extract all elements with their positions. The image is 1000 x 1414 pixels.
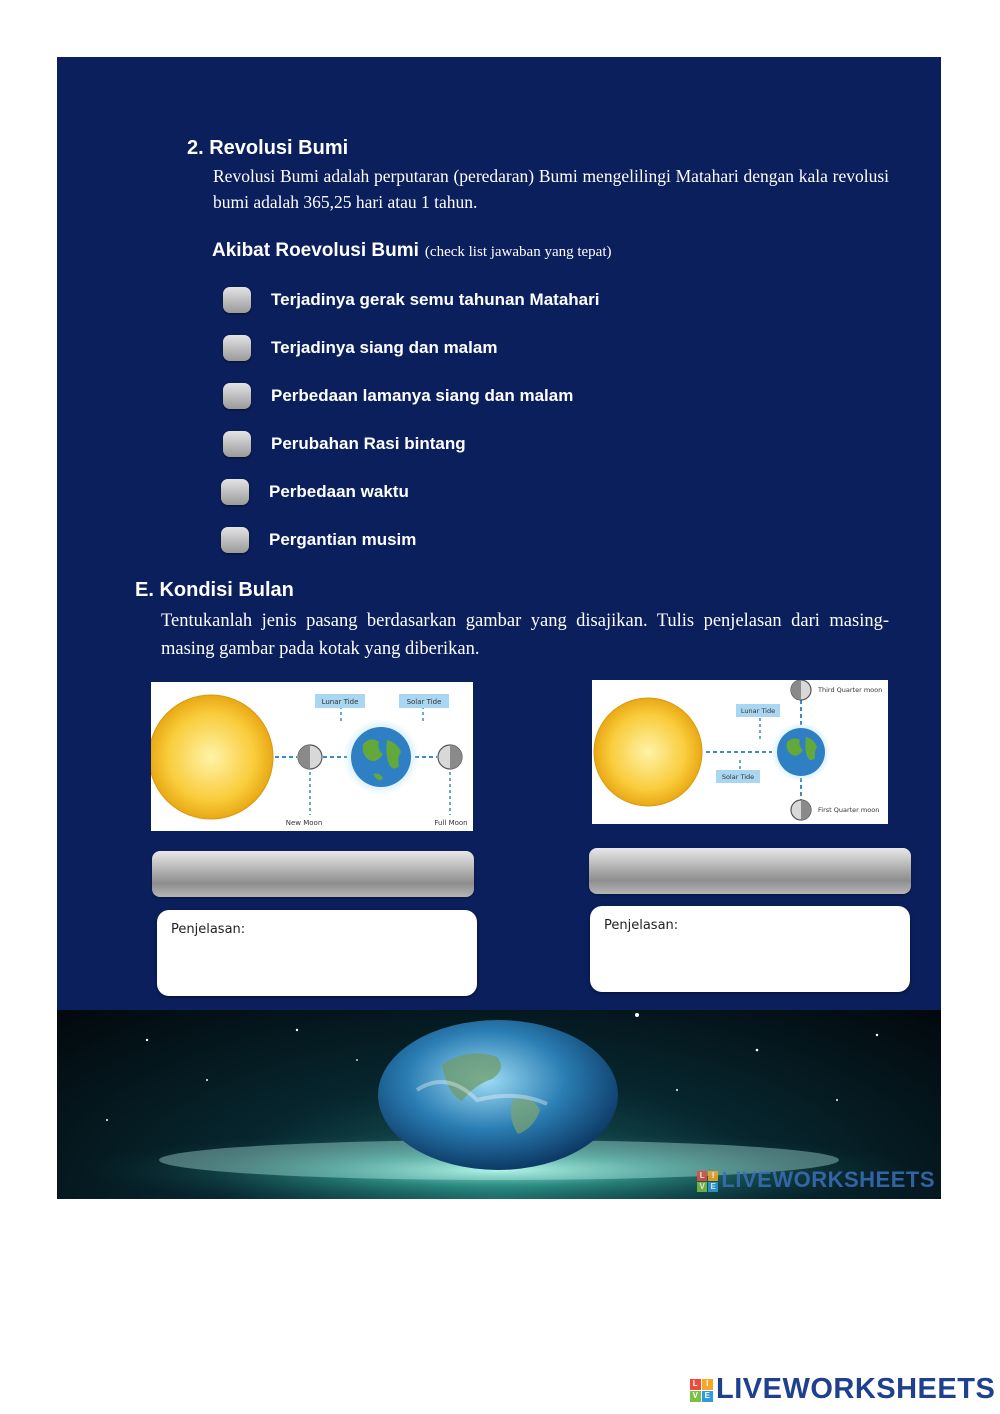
liveworksheets-logo-icon: L I V E bbox=[690, 1379, 713, 1402]
full-moon-label: Full Moon bbox=[434, 819, 468, 827]
checkbox[interactable] bbox=[221, 527, 249, 553]
option-label: Terjadinya gerak semu tahunan Matahari bbox=[271, 290, 600, 309]
solar-tide-label: Solar Tide bbox=[406, 698, 442, 706]
spring-tide-diagram bbox=[151, 682, 473, 831]
checkbox[interactable] bbox=[223, 287, 251, 313]
revolusi-paragraph: Revolusi Bumi adalah perputaran (peredaran) Bumi mengelilingi Matahari dengan kala revolusi bumi adalah 365,25 hari atau 1 tahun. bbox=[213, 166, 889, 212]
spring-tide-illustration bbox=[151, 682, 473, 831]
explanation-box-left[interactable] bbox=[157, 910, 477, 996]
solar-tide-label: Solar Tide bbox=[721, 773, 755, 781]
explanation-label: Penjelasan: bbox=[604, 918, 679, 933]
checkbox[interactable] bbox=[223, 335, 251, 361]
sun-shape bbox=[151, 695, 273, 819]
akibat-note: (check list jawaban yang tepat) bbox=[424, 244, 612, 260]
option-label: Perbedaan waktu bbox=[269, 482, 409, 501]
option-row[interactable] bbox=[223, 333, 497, 363]
tide-type-answer-left[interactable] bbox=[152, 851, 474, 897]
option-label: Perubahan Rasi bintang bbox=[271, 434, 466, 453]
akibat-heading bbox=[212, 240, 612, 262]
liveworksheets-watermark-inner bbox=[697, 1167, 935, 1193]
section-title-revolusi: 2. Revolusi Bumi bbox=[187, 137, 349, 159]
neap-tide-illustration bbox=[592, 680, 888, 824]
neap-tide-diagram bbox=[592, 680, 888, 824]
earth-space-banner bbox=[57, 1010, 941, 1199]
liveworksheets-logo-icon: L I V E bbox=[697, 1171, 718, 1192]
option-label: Pergantian musim bbox=[269, 530, 417, 549]
new-moon-label: New Moon bbox=[285, 819, 323, 827]
checkbox[interactable] bbox=[223, 383, 251, 409]
tide-type-answer-right[interactable] bbox=[589, 848, 911, 894]
option-row[interactable] bbox=[221, 525, 416, 555]
lunar-tide-label: Lunar Tide bbox=[321, 698, 359, 706]
section-title-kondisi-bulan: E. Kondisi Bulan bbox=[135, 579, 294, 601]
kondisi-paragraph: Tentukanlah jenis pasang berdasarkan gambar yang disajikan. Tulis penjelasan dari masing-masing gambar pada kotak yang diberikan. bbox=[161, 611, 889, 659]
option-label: Perbedaan lamanya siang dan malam bbox=[271, 386, 574, 405]
lunar-tide-label: Lunar Tide bbox=[740, 707, 776, 715]
sun-shape bbox=[594, 698, 702, 806]
liveworksheets-wordmark: LIVEWORKSHEETS bbox=[721, 1167, 935, 1192]
explanation-box-right[interactable] bbox=[590, 906, 910, 992]
checkbox[interactable] bbox=[221, 479, 249, 505]
option-row[interactable] bbox=[223, 381, 573, 411]
liveworksheets-footer[interactable] bbox=[690, 1373, 995, 1406]
akibat-title: Akibat Roevolusi Bumi bbox=[212, 240, 419, 261]
option-row[interactable] bbox=[221, 477, 409, 507]
worksheet-page bbox=[57, 57, 941, 1199]
option-row[interactable] bbox=[223, 429, 466, 459]
first-quarter-label: First Quarter moon bbox=[818, 806, 880, 814]
liveworksheets-wordmark: LIVEWORKSHEETS bbox=[716, 1373, 996, 1405]
explanation-label: Penjelasan: bbox=[171, 922, 246, 937]
option-row[interactable] bbox=[223, 285, 599, 315]
option-label: Terjadinya siang dan malam bbox=[271, 338, 498, 357]
third-quarter-label: Third Quarter moon bbox=[818, 686, 883, 694]
checkbox[interactable] bbox=[223, 431, 251, 457]
